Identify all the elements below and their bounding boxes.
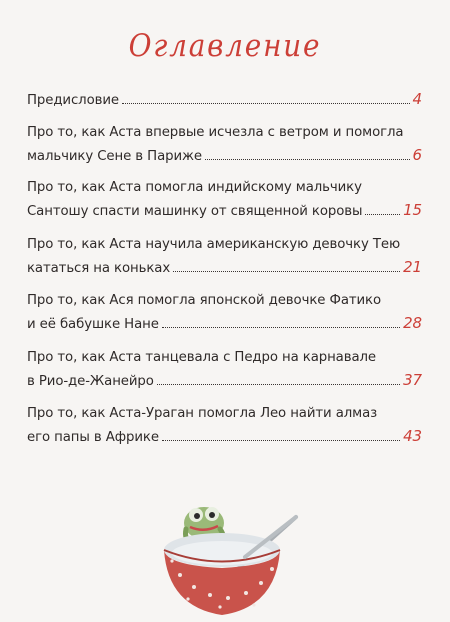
dot-leader — [173, 270, 400, 272]
toc-entry-5[interactable] — [27, 289, 422, 336]
toc-entry-6[interactable] — [27, 346, 422, 393]
toc-entry-title-line1: Про то, как Аста впервые исчезла с ветром и помогла — [27, 125, 404, 140]
toc-entry-3[interactable] — [27, 176, 422, 223]
toc-page-number: 43 — [403, 427, 422, 445]
toc-entry-7[interactable] — [27, 402, 422, 449]
toc-entry-2[interactable] — [27, 121, 422, 168]
dot-leader — [162, 326, 400, 328]
dot-leader — [162, 439, 400, 441]
toc-entry-title-line1: Про то, как Аста помогла индийскому мальчику — [27, 180, 362, 195]
toc-entry-title-line2: его папы в Африке — [27, 430, 159, 445]
toc-entry-title-line1: Про то, как Аста-Ураган помогла Лео найти алмаз — [27, 406, 378, 421]
dot-leader — [365, 213, 400, 215]
toc-page-number: 28 — [403, 314, 422, 332]
dot-leader — [205, 158, 410, 160]
toc-page-number: 6 — [412, 146, 422, 164]
toc-page-number: 15 — [403, 201, 422, 219]
bowl-with-frog-and-spoon-icon — [160, 495, 310, 618]
dot-leader — [122, 102, 410, 104]
dot-leader — [157, 383, 400, 385]
toc-entry-1[interactable] — [27, 88, 422, 112]
toc-entry-title: Предисловие — [27, 93, 119, 108]
toc-entry-title-line2: в Рио-де-Жанейро — [27, 374, 154, 389]
toc-entry-title-line2: мальчику Сене в Париже — [27, 149, 202, 164]
toc-entry-title-line2: Сантошу спасти машинку от священной коровы — [27, 204, 363, 219]
toc-entry-title-line1: Про то, как Аста танцевала с Педро на карнавале — [27, 350, 376, 365]
toc-entry-title-line1: Про то, как Аста научила американскую девочку Тею — [27, 237, 401, 252]
page-title: Оглавление — [128, 28, 322, 64]
toc-entry-title-line1: Про то, как Ася помогла японской девочке Фатико — [27, 293, 382, 308]
toc-entry-4[interactable] — [27, 233, 422, 280]
toc-entry-title-line2: и её бабушке Нане — [27, 317, 159, 332]
toc-page-number: 37 — [403, 371, 422, 389]
toc-entry-title-line2: кататься на коньках — [27, 261, 171, 276]
toc-page-number: 4 — [412, 90, 422, 108]
toc-page-number: 21 — [403, 258, 422, 276]
